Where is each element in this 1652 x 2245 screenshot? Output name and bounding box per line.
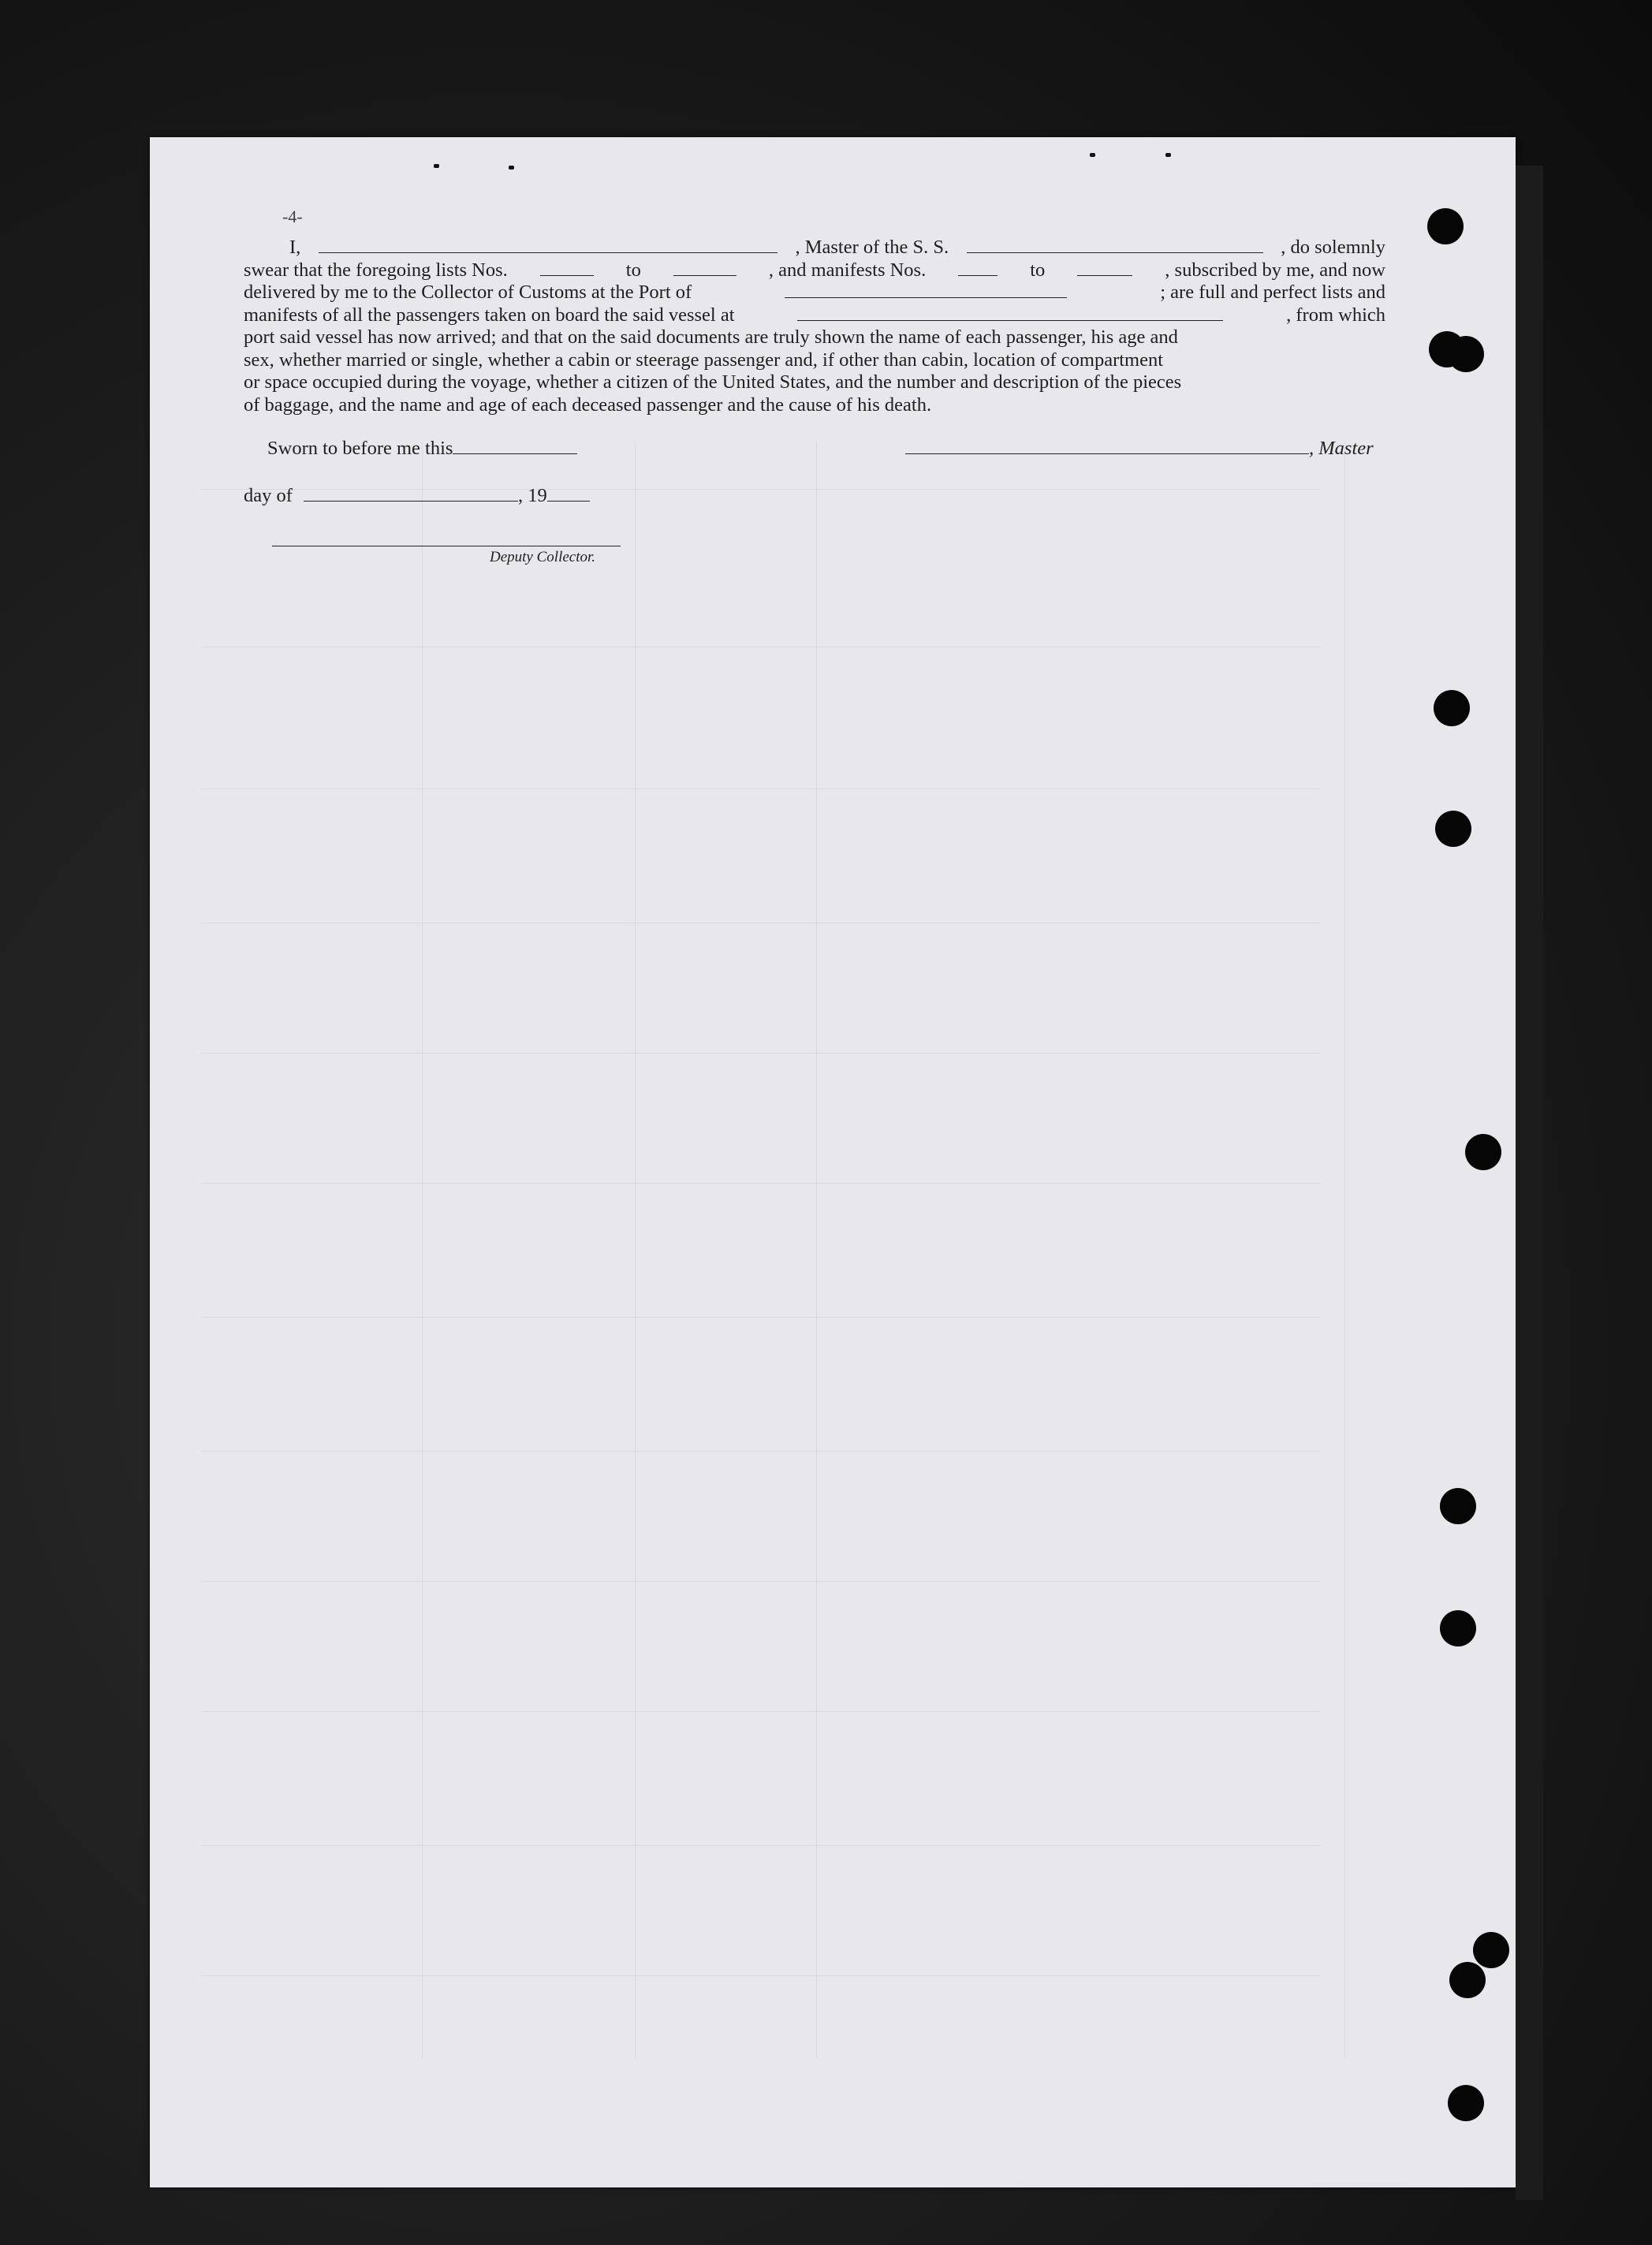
lists-to-label: to <box>625 259 641 281</box>
year-prefix-label: , 19 <box>518 485 547 506</box>
port-field[interactable] <box>785 282 1067 298</box>
ink-speck <box>1165 153 1171 157</box>
master-of-ss-label: , Master of the S. S. <box>795 237 949 258</box>
punch-hole <box>1449 1962 1486 1998</box>
oath-line-3 <box>244 282 1385 304</box>
manifests-nos-label: , and manifests Nos. <box>768 259 927 281</box>
oath-line-1 <box>244 237 1385 259</box>
punch-hole <box>1434 690 1470 726</box>
oath-line-4 <box>244 304 1385 327</box>
day-of-row <box>244 485 590 507</box>
sworn-label: Sworn to before me this <box>267 438 453 459</box>
oath-paragraph <box>244 237 1385 416</box>
bleed-through-rule <box>201 1451 1321 1452</box>
day-of-field[interactable] <box>304 485 518 502</box>
manifests-to-label: to <box>1030 259 1046 281</box>
manifests-from-field[interactable] <box>958 259 998 276</box>
punch-hole <box>1440 1610 1476 1646</box>
oath-line-6 <box>244 349 1385 372</box>
sworn-day-field[interactable] <box>453 438 577 454</box>
punch-hole <box>1448 336 1484 372</box>
sworn-row <box>267 438 577 460</box>
day-of-label: day of <box>244 485 293 506</box>
vessel-name-field[interactable] <box>967 237 1263 253</box>
punch-hole <box>1440 1488 1476 1524</box>
from-which-label: , from which <box>1286 304 1385 326</box>
bleed-through-rule <box>422 442 423 2058</box>
full-and-perfect-label: ; are full and perfect lists and <box>1160 282 1385 303</box>
bleed-through-rule <box>201 1581 1321 1582</box>
punch-hole <box>1448 2085 1484 2121</box>
oath-text-7: or space occupied during the voyage, whether a citizen of the United States, and the number and description of the pieces <box>244 371 1182 393</box>
bleed-through-rule <box>201 1975 1321 1976</box>
manifests-to-field[interactable] <box>1077 259 1132 276</box>
do-solemnly-label: , do solemnly <box>1281 237 1385 258</box>
master-name-field[interactable] <box>319 237 778 253</box>
subscribed-label: , subscribed by me, and now <box>1165 259 1385 281</box>
bleed-through-rule <box>201 1317 1321 1318</box>
oath-line-5 <box>244 326 1385 349</box>
oath-line-8 <box>244 394 1385 417</box>
punch-hole <box>1473 1932 1509 1968</box>
deputy-collector-label: Deputy Collector. <box>490 549 596 565</box>
punch-hole <box>1465 1134 1501 1170</box>
port-of-label: delivered by me to the Collector of Customs at the Port of <box>244 282 692 303</box>
page-edge-shadow <box>1516 166 1543 2200</box>
ink-speck <box>434 164 439 168</box>
lists-nos-label: swear that the foregoing lists Nos. <box>244 259 508 281</box>
lists-to-field[interactable] <box>673 259 737 276</box>
bleed-through-rule <box>201 1183 1321 1184</box>
master-signature <box>905 438 1374 460</box>
oath-pronoun: I, <box>289 237 301 258</box>
ink-speck <box>509 166 514 170</box>
oath-line-2 <box>244 259 1385 282</box>
bleed-through-rule <box>816 442 817 2058</box>
vessel-at-label: manifests of all the passengers taken on board the said vessel at <box>244 304 735 326</box>
lists-from-field[interactable] <box>540 259 594 276</box>
oath-text-8: of baggage, and the name and age of each deceased passenger and the cause of his death. <box>244 393 932 416</box>
punch-hole <box>1427 208 1464 244</box>
punch-hole <box>1435 811 1471 847</box>
bleed-through-rule <box>635 442 636 2058</box>
embarkation-port-field[interactable] <box>797 304 1223 321</box>
master-label: , Master <box>1309 438 1374 459</box>
oath-text-5: port said vessel has now arrived; and that on the said documents are truly shown the name of each passenger, his age and <box>244 326 1178 348</box>
master-signature-field[interactable] <box>905 438 1309 454</box>
bleed-through-rule <box>201 1711 1321 1712</box>
oath-line-7 <box>244 371 1385 394</box>
oath-text-6: sex, whether married or single, whether a cabin or steerage passenger and, if other than cabin, location of compartment <box>244 349 1164 371</box>
year-field[interactable] <box>547 485 590 502</box>
bleed-through-rule <box>1344 442 1345 2058</box>
bleed-through-rule <box>201 1845 1321 1846</box>
page-stamp: -4- <box>282 207 303 226</box>
bleed-through-rule <box>201 1053 1321 1054</box>
ink-speck <box>1090 153 1095 157</box>
